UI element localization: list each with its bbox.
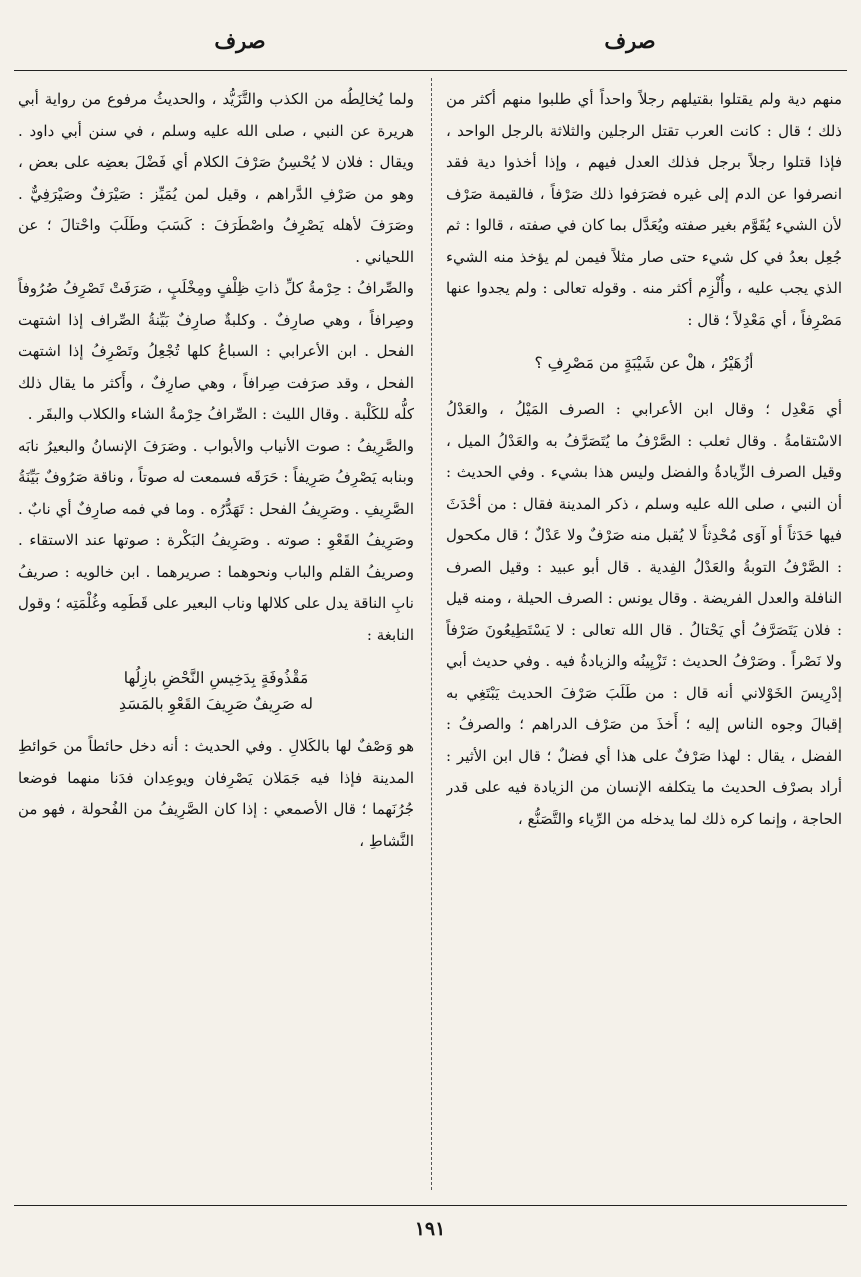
paragraph: منهم دية ولم يقتلوا بقتيلهم رجلاً واحداً أي طلبوا منهم أكثر من ذلك ؛ قال : كانت العرب تقتل الرجلين والثلاثة بالرجل الواحد ، فإذا قتلوا رجلاً برجل فذلك العدل فيهم ، وإذا أخذوا دية فقد انصرفوا عن الدم إلى غيره فصَرَفوا ذلك صَرْفاً ، فالقيمة صَرْف لأن الشيء يُقَوَّم بغير صفته ويُعَدَّل بما كان في صفته ، قالوا : ثم جُعِل بعدُ في كل شيء حتى صار مثلاً فيمن لم يؤخذ منه الشيء الذي يجب عليه ، وأُلْزِم أكثر منه . وقوله تعالى : ولم يجدوا عنها مَصْرِفاً ، أي مَعْدِلاً ؛ قال : bbox=[446, 90, 842, 329]
verse-line: له صَرِيفٌ صَرِيفَ القَعْوِ بالمَسَدِ bbox=[119, 695, 313, 713]
running-head-left: صرف bbox=[214, 28, 266, 53]
verse-line: أزُهَيْرُ ، هلْ عن شَيْبَةٍ من مَصْرِفِ ؟ bbox=[534, 354, 754, 372]
paragraph: والصَّرِيفُ : صوت الأنياب والأبواب . وصَرَفَ الإنسانُ والبعيرُ نابَه وبنابه يَصْرِفُ صَرِيفاً : حَرَقَه فسمعت له صوتاً ، وناقة صَرُوفٌ بَيِّنَةُ الصَّرِيفِ . وصَرِيفُ الفحل : تَهَدُّرُه . وما في فمه صارِفٌ أي نابٌ . وصَرِيفُ القَعْوِ : صوته . وصَرِيفُ البَكْرة : صوتها عند الاستقاء . وصريفُ القلم والباب ونحوهما : صريرهما . ابن خالويه : صريفُ نابِ الناقة يدل على كلالها وناب البعير على قَطَمِه وغُلْمَتِه ؛ وقول النابغة : bbox=[18, 436, 414, 644]
header-rule bbox=[14, 70, 847, 71]
paragraph: والصِّرافُ : حِرْمةُ كلِّ ذاتِ ظِلْفٍ ومِخْلَبٍ ، صَرَفَتْ تَصْرِفُ صُرُوفاً وصِرافاً ، وهي صارِفٌ . وكلبةٌ صارِفٌ بَيِّنةُ الصِّراف إذا اشتهت الفحل . ابن الأعرابي : السباعُ كلها تُجْعِلُ وتَصْرِفُ إذا اشتهت الفحل ، وقد صرَفت صِرافاً ، وهي صارِفٌ ، وأَكثر ما يقال ذلك كلُّه للكَلْبة . وقال الليث : الصِّرافُ حِرْمةُ الشاء والكلاب والبقَر . bbox=[18, 279, 414, 423]
poetry-block bbox=[18, 665, 414, 717]
running-head-right: صرف bbox=[604, 28, 656, 53]
footer-rule bbox=[14, 1205, 847, 1206]
page-number: ١٩١ bbox=[414, 1218, 446, 1240]
paragraph: ولما يُخالِطُه من الكذب والتَّزَيُّد ، والحديثُ مرفوع من رواية أبي هريرة عن النبي ، صلى الله عليه وسلم ، في سنن أبي داود . ويقال : فلان لا يُحْسِنُ صَرْفَ الكلام أي فَضْلَ بعضِه على بعض ، وهو من صَرْفِ الدَّراهم ، وقيل لمن يُمَيِّز : صَيْرَفٌ وصَيْرَفِيٌّ . وصَرَفَ لأهله يَصْرِفُ واصْطَرَفَ : كَسَبَ وطَلَبَ واحْتالَ ؛ عن اللحياني . bbox=[18, 90, 414, 266]
column-divider bbox=[431, 78, 432, 1190]
verse-line: مَقْذُوفَةٍ بِدَخِيسِ النَّحْضِ بازِلُها bbox=[123, 669, 309, 687]
right-column bbox=[446, 84, 842, 1199]
left-column bbox=[18, 84, 414, 1199]
paragraph: هو وَصْفٌ لها بالكَلالِ . وفي الحديث : أنه دخل حائطاً من حَوائطِ المدينة فإذا فيه جَمَلان يَصْرِفان ويوعِدان فدَنا منهما فوضعا جُرُنَهما ؛ قال الأصمعي : إذا كان الصَّرِيفُ من الفُحولة ، فهو من النَّشاطِ ، bbox=[18, 737, 414, 850]
paragraph: أي مَعْدِل ؛ وقال ابن الأعرابي : الصرف المَيْلُ ، والعَدْلُ الاسْتقامةُ . وقال ثعلب : الصَّرْفُ ما يُتَصَرَّفُ به والعَدْلُ الميل ، وقيل الصرف الزِّيادةُ والفضل وليس هذا بشيء . وفي الحديث : أن النبي ، صلى الله عليه وسلم ، ذكر المدينة فقال : من أحْدَثَ فيها حَدَثاً أو آوَى مُحْدِثاً لا يُقبل منه صَرْفٌ ولا عَدْلٌ ؛ قال مكحول : الصَّرْفُ التوبةُ والعَدْلُ الفِدية . قال أبو عبيد : وقيل الصرف النافلة والعدل الفريضة . وقال يونس : الصرف الحيلة ، ومنه قيل : فلان يَتَصَرَّفُ أي يَحْتالُ . قال الله تعالى : لا يَسْتَطِيعُونَ صَرْفاً ولا نَصْراً . وصَرْفُ الحديث : تَزْيِينُه والزيادةُ فيه . وفي حديث أبي إدْرِيسَ الخَوْلاني أنه قال : من طَلَبَ صَرْفَ الحديث يَبْتَغِي به إقبالَ وجوه الناس إليه ؛ أَخذَ من صَرْف الدراهم ؛ والصرفُ : الفضل ، يقال : لهذا صَرْفٌ على هذا أي فضلٌ ؛ قال ابن الأثير : أراد بصرْف الحديث ما يتكلفه الإنسان من الزيادة فيه على قدر الحاجة ، وإنما كره ذلك لما يدخله من الرِّياء والتَّصَنُّع ، bbox=[446, 400, 842, 828]
